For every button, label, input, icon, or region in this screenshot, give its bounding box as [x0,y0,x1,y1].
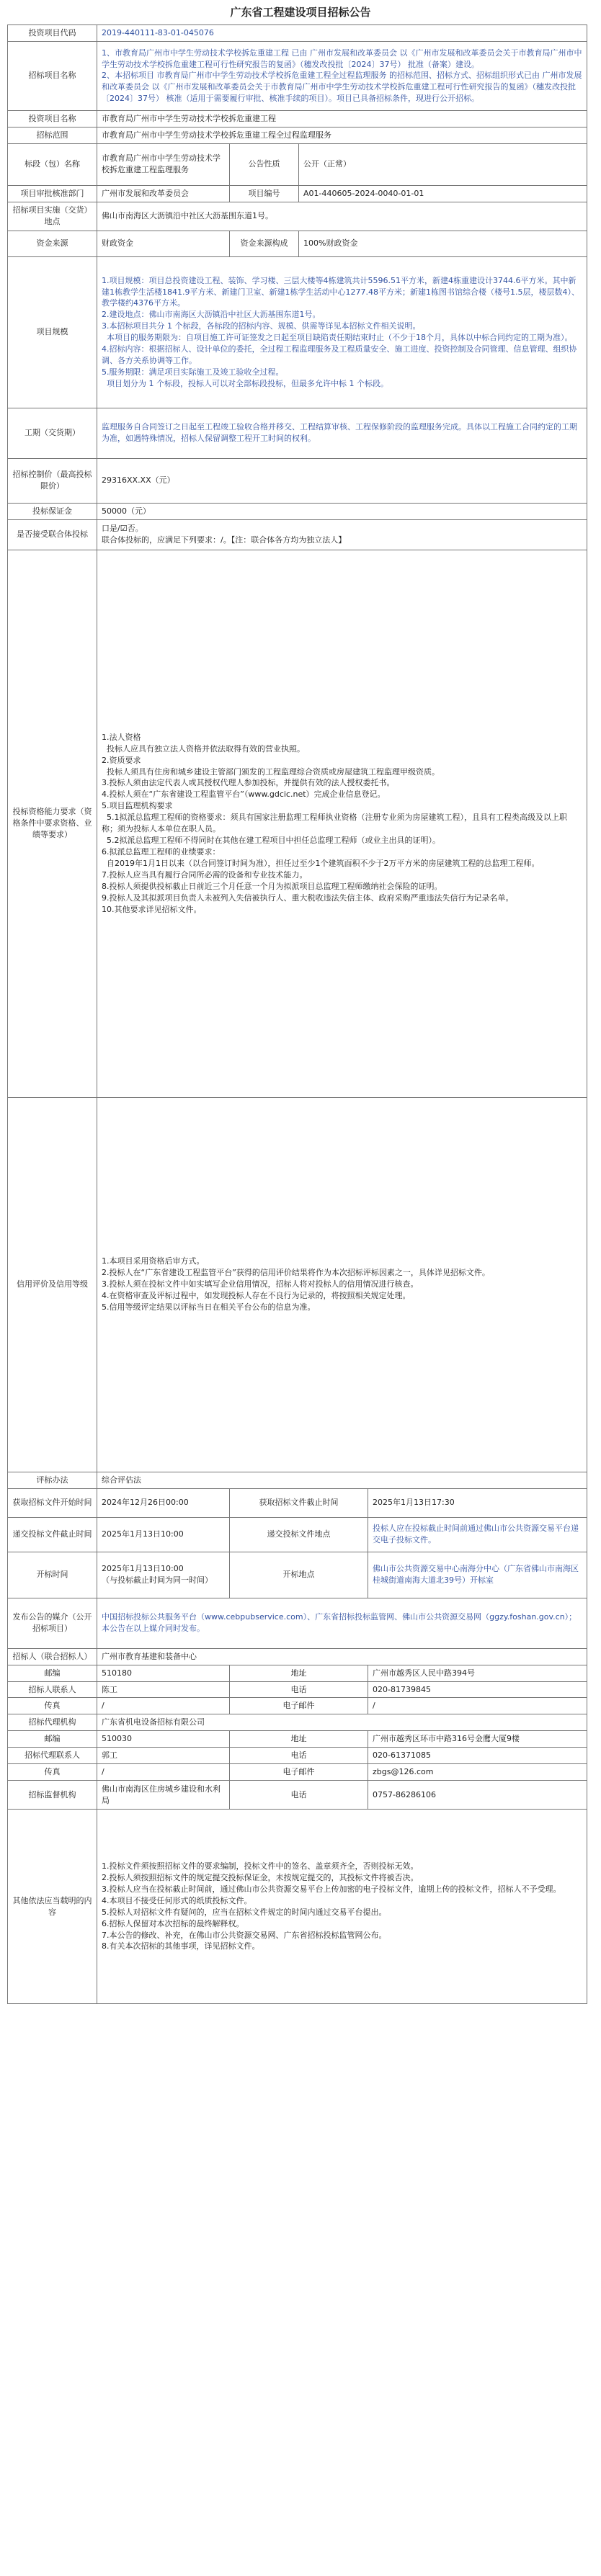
deadline-place-label: 递交投标文件地点 [230,1517,368,1552]
publish-media-label: 发布公告的媒介（公开招标项目） [8,1598,97,1648]
section-name-value: 市教育局广州市中学生劳动技术学校拆危重建工程监理服务 [97,143,230,185]
project-name-label: 招标项目名称 [8,41,97,110]
deposit-value: 50000（元） [97,503,587,519]
qualification-value: 1.法人资格 投标人应具有独立法人资格并依法取得有效的营业执照。 2.资质要求 投标人须具有住房和城乡建设主管部门颁发的工程监理综合资质或房屋建筑工程监理甲级资质。 3.投标人须由法定代表人或其授权代理人参加投标，并提供有效的法人授权委托书。 4.投标人须在“广东省建设工程监管平台”（www.gdcic.net）完成企业信息登记。 5.项目监理机构要求 5.1拟派总监理工程师的资格要求：须具有国家注册监理工程师执业资格（注册专业须为房屋建筑工程），且具有工程类高级及以上职称；须为投标人本单位在职人员。 5.2拟派总监理工程师不得同时在其他在建工程项目中担任总监理工程师（或业主出具的证明）。 6.拟派总监理工程师的业绩要求： 自2019年1月1日以来（以合同签订时间为准），担任过至少1个建筑面积不少于2万平方米的房屋建筑工程的总监理工程师。 7.投标人应当具有履行合同所必需的设备和专业技术能力。 8.投标人须提供投标截止日前近三个月任意一个月为拟派项目总监理工程师缴纳社会保险的证明。 9.投标人及其拟派项目负责人未被列入失信被执行人、重大税收违法失信主体、政府采购严重违法失信行为记录名单。 10.其他要求详见招标文件。 [97,550,587,1097]
deposit-label: 投标保证金 [8,503,97,519]
agency-address-value: 广州市越秀区环市中路316号金鹰大厦9楼 [368,1731,587,1748]
tenderer-zip-value: 510180 [97,1665,230,1681]
funding-ratio-value: 100%财政资金 [299,231,587,256]
tenderer-address-label: 地址 [230,1665,368,1681]
person-value: 陈工 [97,1681,230,1698]
time-label: 获取招标文件开始时间 [8,1488,97,1517]
agency-address-label: 地址 [230,1731,368,1748]
contract-period-value: 监理服务自合同签订之日起至工程竣工验收合格并移交、工程结算审核、工程保修阶段的监理服务完成。具体以工程施工合同约定的工期为准，如遇特殊情况，招标人保留调整工程开工时间的权利。 [97,408,587,458]
open-time-label: 开标时间 [8,1552,97,1598]
max-price-label: 招标控制价（最高投标限价） [8,458,97,503]
notice-table [7,24,587,2004]
project-code-label: 投资项目代码 [8,25,97,42]
eval-method-value: 综合评估法 [97,1472,587,1488]
approval-org-value: 广州市发展和改革委员会 [97,185,230,202]
agency-email-label: 电子邮件 [230,1764,368,1781]
union-label: 是否接受联合体投标 [8,519,97,550]
scale-label: 项目规模 [8,256,97,408]
agency-email-value: zbgs@126.com [368,1764,587,1781]
deadline-place-value: 投标人应在投标截止时间前通过佛山市公共资源交易平台递交电子投标文件。 [368,1517,587,1552]
contract-period-label: 工期（交货期） [8,408,97,458]
project-name-value: 1、市教育局广州市中学生劳动技术学校拆危重建工程 已由 广州市发展和改革委员会 以《广州市发展和改革委员会关于市教育局广州市中学生劳动技术学校拆危重建工程可行性研究报告的复函》（穗发改投批〔2024〕37号） 批准（备案）建设。 2、本招标项目 市教育局广州市中学生劳动技术学校拆危重建工程全过程监理服务 的招标范围、招标方式、招标组织形式已由 广州市发展和改革委员会 以《广州市发展和改革委员会关于市教育局广州市中学生劳动技术学校拆危重建工程可行性研究报告的复函》（穗发改投批〔2024〕37号） 核准（适用于需要履行审批、核准手续的项目）。项目已具备招标条件，现进行公开招标。 [97,41,587,110]
time-value: 2024年12月26日00:00 [97,1488,230,1517]
location-value: 佛山市南海区大沥镇沿中社区大沥基围东道1号。 [97,202,587,231]
fax-label: 传真 [8,1698,97,1714]
time-end-value: 2025年1月13日17:30 [368,1488,587,1517]
credit-value: 1.本项目采用资格后审方式。 2.投标人在“广东省建设工程监管平台”获得的信用评价结果将作为本次招标评标因素之一，具体详见招标文件。 3.投标人须在投标文件中如实填写企业信用情况，招标人将对投标人的信用情况进行核查。 4.在资格审查及评标过程中，如发现投标人存在不良行为记录的，将按照相关规定处理。 5.信用等级评定结果以评标当日在相关平台公布的信息为准。 [97,1097,587,1472]
tenderer-label: 招标人（联合招标人） [8,1648,97,1665]
agency-fax-value: / [97,1764,230,1781]
agency-value: 广东省机电设备招标有限公司 [97,1714,587,1731]
scale-value: 1.项目规模：项目总投资建设工程、装饰、学习楼、三层大楼等4栋建筑共计5596.51平方米，新建4栋重建设计3744.6平方米。其中新建1栋教学生活楼1841.9平方米、新建门卫室、新建1栋学生活动中心1277.48平方米；新建1栋图书馆综合楼（楼号1.5层，楼层数4）、教学楼约4376平方米。 2.建设地点：佛山市南海区大沥镇沿中社区大沥基围东道1号。 3.本招标项目共分 1 个标段，各标段的招标内容、规模、供需等详见本招标文件相关说明。 本项目的服务期限为：自项目施工许可证签发之日起至项目缺陷责任期结束时止（不少于18个月，具体以中标合同约定的工期为准）。 4.招标内容：根据招标人、设计单位的委托，全过程工程监理服务及工程质量安全、施工进度、投资控制及合同管理、信息管理、组织协调、各方关系协调等工作。 5.服务期限：满足项目实际施工及竣工验收全过程。 项目划分为 1 个标段，投标人可以对全部标段投标，但最多允许中标 1 个标段。 [97,256,587,408]
deadline-value: 2025年1月13日10:00 [97,1517,230,1552]
email-label: 电子邮件 [230,1698,368,1714]
approval-no-label: 项目编号 [230,185,299,202]
supervise-phone-value: 0757-86286106 [368,1781,587,1810]
supervise-label: 招标监督机构 [8,1781,97,1810]
agency-label: 招标代理机构 [8,1714,97,1731]
bid-scope-label: 招标范围 [8,127,97,143]
tenderer-address-value: 广州市越秀区人民中路394号 [368,1665,587,1681]
other-label: 其他依法应当载明的内容 [8,1810,97,2004]
person-label: 招标人联系人 [8,1681,97,1698]
fax-value: / [97,1698,230,1714]
tenderer-zip-label: 邮编 [8,1665,97,1681]
page-title: 广东省工程建设项目招标公告 [230,6,371,19]
supervise-value: 佛山市南海区住房城乡建设和水利局 [97,1781,230,1810]
phone-value: 020-81739845 [368,1681,587,1698]
time-end-label: 获取招标文件截止时间 [230,1488,368,1517]
open-time-value: 2025年1月13日10:00 （与投标截止时间为同一时间） [97,1552,230,1598]
approval-no-value: A01-440605-2024-0040-01-01 [299,185,587,202]
open-place-value: 佛山市公共资源交易中心南海分中心（广东省佛山市南海区桂城街道南海大道北39号）开标室 [368,1552,587,1598]
agency-phone-label: 电话 [230,1748,368,1764]
other-value: 1.投标文件须按照招标文件的要求编制，投标文件中的签名、盖章须齐全，否则投标无效。 2.投标人须按照招标文件的规定提交投标保证金，未按规定提交的，其投标文件将被否决。 3.投标人应当在投标截止时间前，通过佛山市公共资源交易平台上传加密的电子投标文件，逾期上传的投标文件，招标人不予受理。 4.本项目不接受任何形式的纸质投标文件。 5.投标人对招标文件有疑问的，应当在招标文件规定的时间内通过交易平台提出。 6.招标人保留对本次招标的最终解释权。 7.本公告的修改、补充，在佛山市公共资源交易网、广东省招标投标监管网公布。 8.有关本次招标的其他事项，详见招标文件。 [97,1810,587,2004]
agency-contact-label: 招标代理联系人 [8,1748,97,1764]
supervise-phone-label: 电话 [230,1781,368,1810]
funding-ratio-label: 资金来源构成 [230,231,299,256]
approval-org-label: 项目审批核准部门 [8,185,97,202]
funding-value: 财政资金 [97,231,230,256]
section-name-label: 标段（包）名称 [8,143,97,185]
project-code-value: 2019-440111-83-01-045076 [97,25,587,42]
credit-label: 信用评价及信用等级 [8,1097,97,1472]
proj-name-value: 市教育局广州市中学生劳动技术学校拆危重建工程 [97,110,587,127]
max-price-value: 29316XX.XX（元） [97,458,587,503]
qualification-label: 投标资格能力要求（资格条件中要求资格、业绩等要求） [8,550,97,1097]
agency-phone-value: 020-61371085 [368,1748,587,1764]
bid-scope-value: 市教育局广州市中学生劳动技术学校拆危重建工程全过程监理服务 [97,127,587,143]
open-place-label: 开标地点 [230,1552,368,1598]
agency-zip-label: 邮编 [8,1731,97,1748]
eval-method-label: 评标办法 [8,1472,97,1488]
is-public-label: 公告性质 [230,143,299,185]
phone-label: 电话 [230,1681,368,1698]
union-value: 口是/☑否。 联合体投标的，应满足下列要求：/。【注：联合体各方均为独立法人】 [97,519,587,550]
publish-media-value: 中国招标投标公共服务平台（www.cebpubservice.com）、广东省招标投标监管网、佛山市公共资源交易网（ggzy.foshan.gov.cn）；本公告在以上媒介同时发布。 [97,1598,587,1648]
funding-label: 资金来源 [8,231,97,256]
agency-fax-label: 传真 [8,1764,97,1781]
proj-name-label: 投资项目名称 [8,110,97,127]
deadline-label: 递交投标文件截止时间 [8,1517,97,1552]
is-public-value: 公开（正常） [299,143,587,185]
email-value: / [368,1698,587,1714]
agency-contact-value: 郭工 [97,1748,230,1764]
tenderer-value: 广州市教育基建和装备中心 [97,1648,587,1665]
agency-zip-value: 510030 [97,1731,230,1748]
location-label: 招标项目实施（交货）地点 [8,202,97,231]
